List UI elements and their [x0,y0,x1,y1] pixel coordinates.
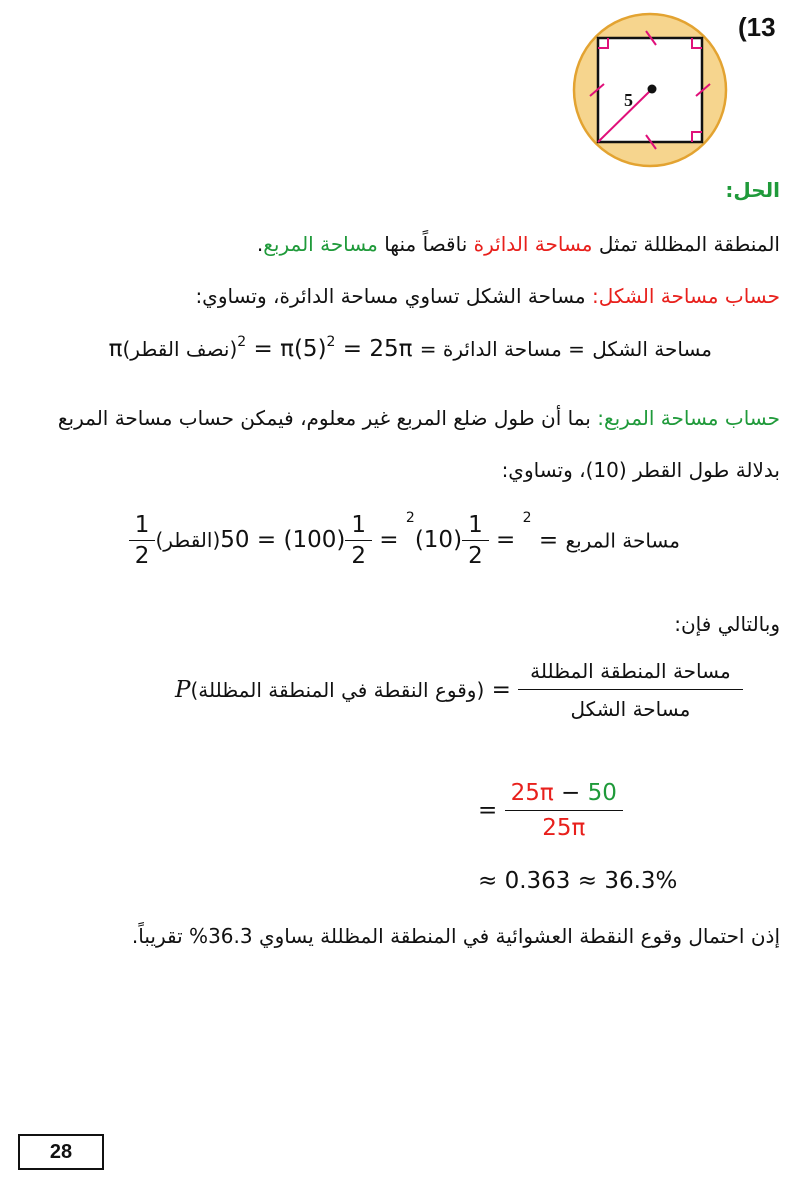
conclusion-line: إذن احتمال وقوع النقطة العشوائية في المنطقة المظللة يساوي 36.3% تقريباً. [131,924,780,948]
circle-square-figure [570,10,730,170]
circle-area-equation: مساحة الشكل = مساحة الدائرة = π(نصف القطر)$^2$ = $\pi(5)^2 = 25\pi$ [108,334,712,362]
probability-approx: ≈ 0.363 ≈ 36.3% [478,868,678,894]
probability-definition: P(وقوع النقطة في المنطقة المظللة) = $\frac{\text{مساحة المنطقة المظللة}}{\text{مساحة الشكل}}$ [175,660,743,721]
therefore-line: وبالتالي فإن: [674,612,780,636]
radius-label: 5 [624,90,633,110]
square-area-equation: مساحة المربع = $\frac{1}{2}$ (القطر)$^2$ = $\frac{1}{2}$ $(10)^2$ = $\frac{1}{2}$ (100) = 50 [129,512,680,570]
problem-number: (13 [738,12,776,42]
square-area-line-2: بدلالة طول القطر (10)، وتساوي: [501,458,780,482]
square-area-line: حساب مساحة المربع: بما أن طول ضلع المربع غير معلوم، فيمكن حساب مساحة المربع [57,406,780,430]
intro-line: المنطقة المظللة تمثل مساحة الدائرة ناقصاً منها مساحة المربع. [256,232,780,256]
probability-values: = $\frac{25\pi - 50}{25\pi}$ [478,780,623,842]
circle-area-line: حساب مساحة الشكل: مساحة الشكل تساوي مساحة الدائرة، وتساوي: [195,284,780,308]
solution-heading: الحل: [725,178,780,202]
center-point [648,85,657,94]
page-number: 28 [18,1134,104,1170]
